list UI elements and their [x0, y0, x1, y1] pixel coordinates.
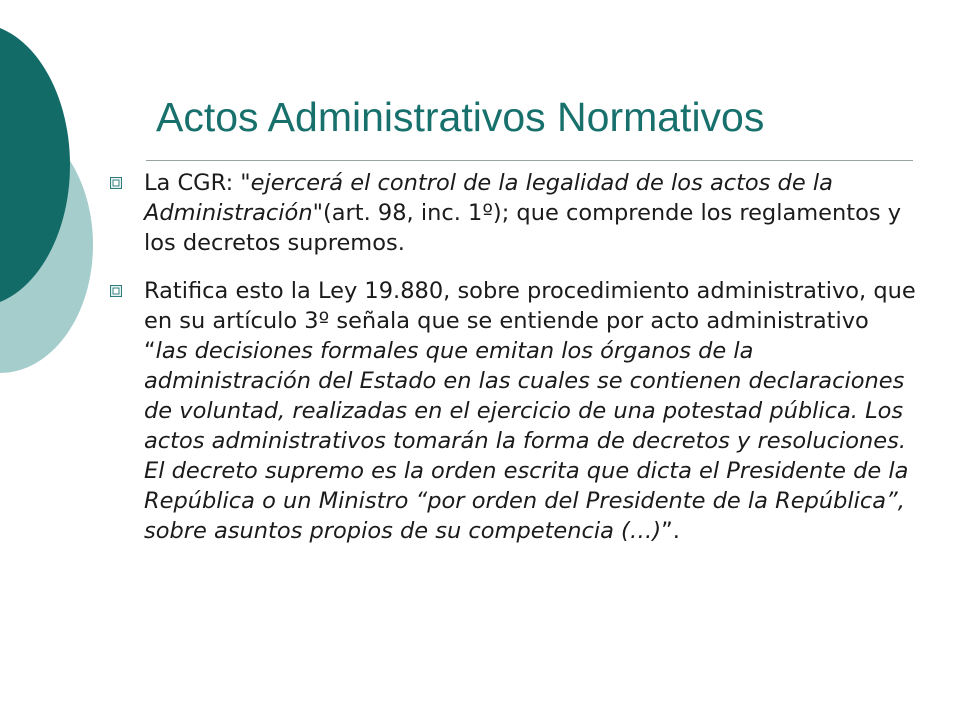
bullet-1-quote: ejercerá el control de la legalidad de los actos de la Administración: [144, 170, 833, 226]
bullet-2-text-2: ”.: [661, 518, 680, 544]
bullet-item-1: [104, 168, 919, 258]
bullet-2-quote: las decisiones formales que emitan los órganos de la administración del Estado en las cuales se contienen declaraciones de voluntad, realizadas en el ejercicio de una potestad pública. Los actos administrativos tomarán la forma de decretos y resoluciones. El decreto supremo es la orden escrita que dicta el Presidente de la República o un Ministro “por orden del Presidente de la República”, sobre asuntos propios de su competencia (…): [144, 338, 909, 544]
decorative-circles: [0, 0, 120, 400]
bullet-1-text-2: "(art. 98, inc. 1º); que comprende los reglamentos y los decretos supremos.: [144, 200, 902, 256]
bullet-list: [104, 168, 919, 564]
slide-title: Actos Administrativos Normativos: [156, 94, 765, 140]
bullet-item-2: [104, 276, 919, 546]
bullet-marker-icon: [110, 177, 122, 189]
bullet-1-text-1: La CGR: ": [144, 170, 251, 196]
bullet-2-text-1: Ratifica esto la Ley 19.880, sobre procedimiento administrativo, que en su artículo 3º señala que se entiende por acto administrativo “: [144, 278, 916, 364]
title-divider: [146, 160, 913, 161]
bullet-marker-icon: [110, 285, 122, 297]
